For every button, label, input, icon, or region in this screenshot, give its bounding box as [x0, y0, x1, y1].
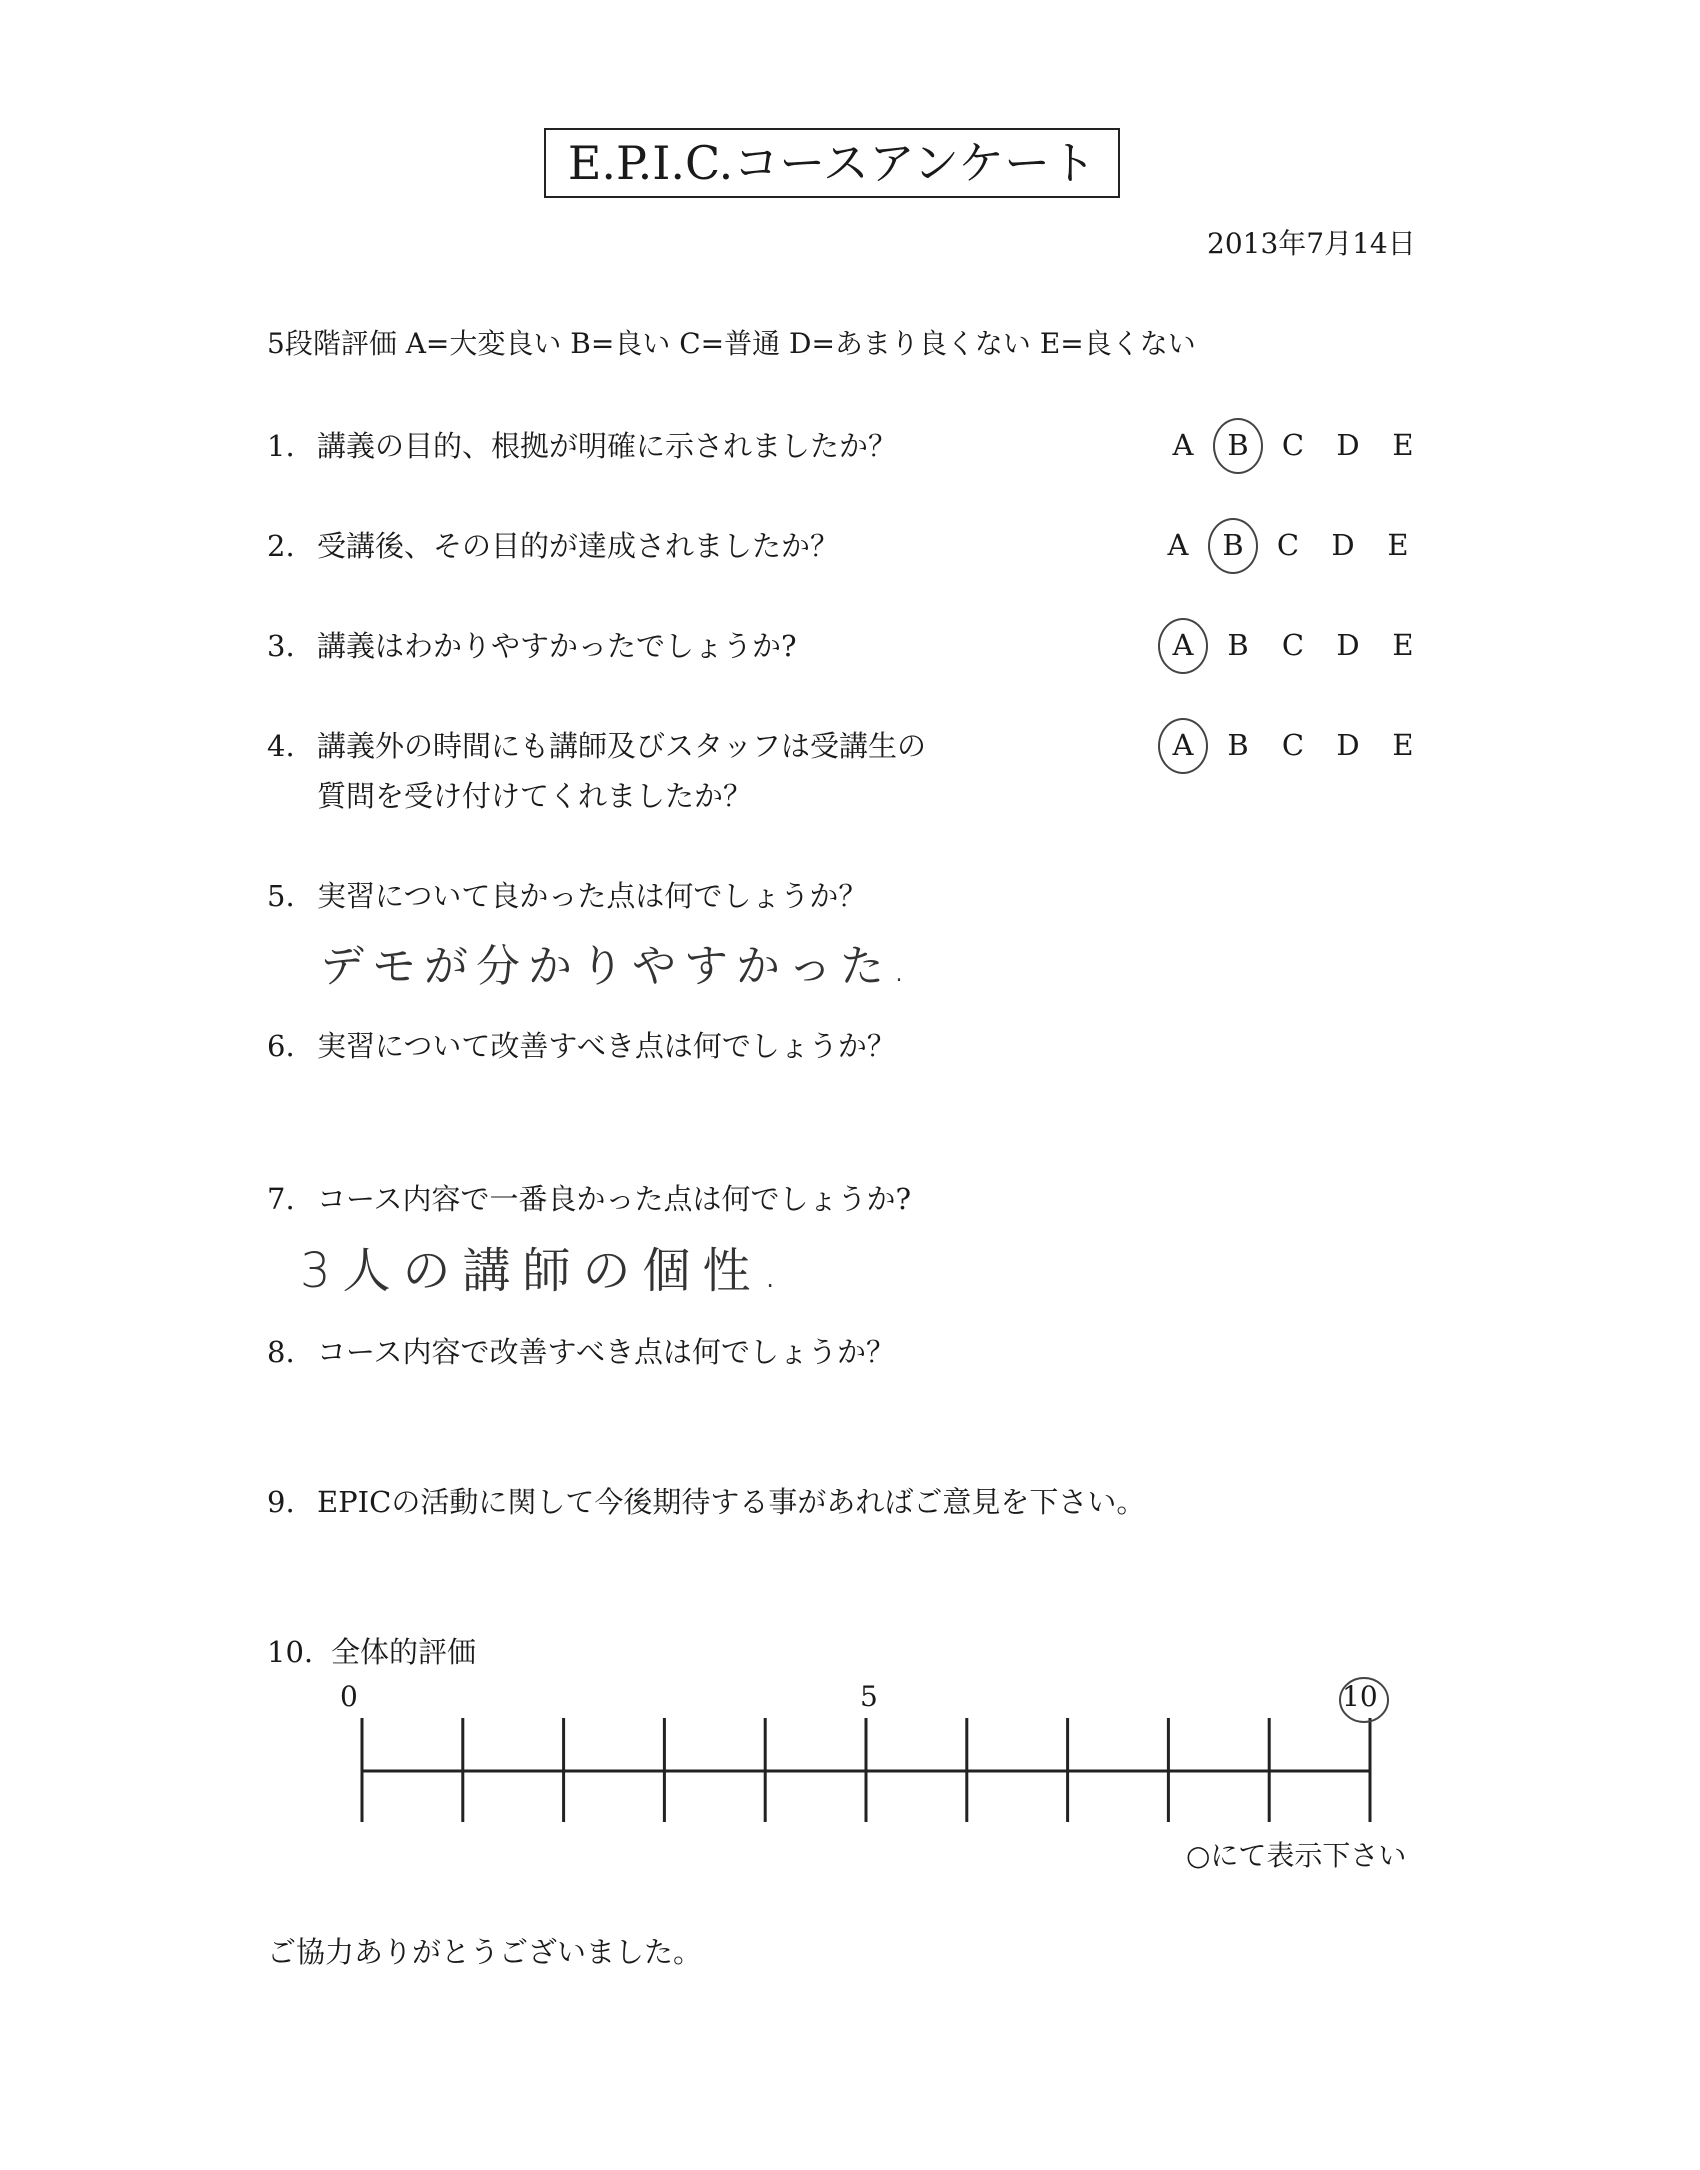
scale-instruction: ○にて表示下さい	[1186, 1839, 1407, 1872]
option-e[interactable]: E	[1387, 528, 1409, 562]
option-c[interactable]: C	[1281, 728, 1305, 762]
option-d[interactable]: D	[1331, 528, 1355, 562]
option-e[interactable]: E	[1392, 728, 1414, 762]
question-text: 受講後、その目的が達成されましたか？	[317, 529, 840, 563]
option-c[interactable]: C	[1281, 428, 1305, 462]
answer-7-handwritten[interactable]: 3人の講師の個性.	[300, 1243, 790, 1299]
scale-label-max: 10	[1342, 1680, 1378, 1713]
option-b[interactable]: B	[1227, 728, 1249, 762]
question-number: 3.	[267, 629, 295, 663]
question-number: 7.	[267, 1182, 295, 1216]
question-number: 4.	[267, 729, 295, 763]
rating-scale-legend: 5段階評価 A=大変良い B=良い C=普通 D=あまり良くない E=良くない	[267, 327, 1196, 360]
question-text: 講義の目的、根拠が明確に示されましたか？	[317, 429, 898, 463]
option-d[interactable]: D	[1336, 428, 1360, 462]
question-text: 実習について良かった点は何でしょうか？	[317, 879, 868, 913]
question-number: 2.	[267, 529, 295, 563]
option-a-selected[interactable]: A	[1170, 728, 1196, 762]
question-text: 実習について改善すべき点は何でしょうか？	[317, 1029, 896, 1063]
survey-title: E.P.I.C.コースアンケート	[544, 128, 1120, 198]
scale-label-mid: 5	[860, 1680, 878, 1713]
question-number: 6.	[267, 1029, 295, 1063]
answer-5-handwritten[interactable]: デモが分かりやすかった.	[320, 941, 914, 992]
option-a[interactable]: A	[1172, 428, 1194, 462]
option-e[interactable]: E	[1392, 628, 1414, 662]
closing-message: ご協力ありがとうございました。	[267, 1935, 703, 1969]
option-d[interactable]: D	[1336, 628, 1360, 662]
question-text: 講義はわかりやすかったでしょうか?	[317, 629, 797, 663]
question-number: 10.	[267, 1635, 314, 1669]
question-number: 1.	[267, 429, 295, 463]
question-number: 5.	[267, 879, 295, 913]
question-text: コース内容で一番良かった点は何でしょうか?	[317, 1182, 912, 1216]
scale-label-min: 0	[340, 1680, 358, 1713]
question-4-line-2: 質問を受け付けてくれましたか？	[317, 779, 753, 813]
scale-selection-circle	[1340, 1678, 1388, 1722]
option-c[interactable]: C	[1276, 528, 1300, 562]
survey-date: 2013年7月14日	[1207, 227, 1416, 260]
option-b[interactable]: B	[1227, 628, 1249, 662]
question-number: 9.	[267, 1485, 295, 1519]
option-a[interactable]: A	[1167, 528, 1189, 562]
question-number: 8.	[267, 1335, 295, 1369]
option-d[interactable]: D	[1336, 728, 1360, 762]
option-b-selected[interactable]: B	[1225, 428, 1251, 462]
question-text: 全体的評価	[331, 1635, 477, 1669]
question-text: 講義外の時間にも講師及びスタッフは受講生の	[317, 729, 927, 763]
question-text: コース内容で改善すべき点は何でしょうか？	[317, 1335, 895, 1369]
option-a-selected[interactable]: A	[1170, 628, 1196, 662]
question-text: EPICの活動に関して今後期待する事があればご意見を下さい。	[317, 1485, 1146, 1519]
option-c[interactable]: C	[1281, 628, 1305, 662]
option-b-selected[interactable]: B	[1220, 528, 1246, 562]
option-e[interactable]: E	[1392, 428, 1414, 462]
